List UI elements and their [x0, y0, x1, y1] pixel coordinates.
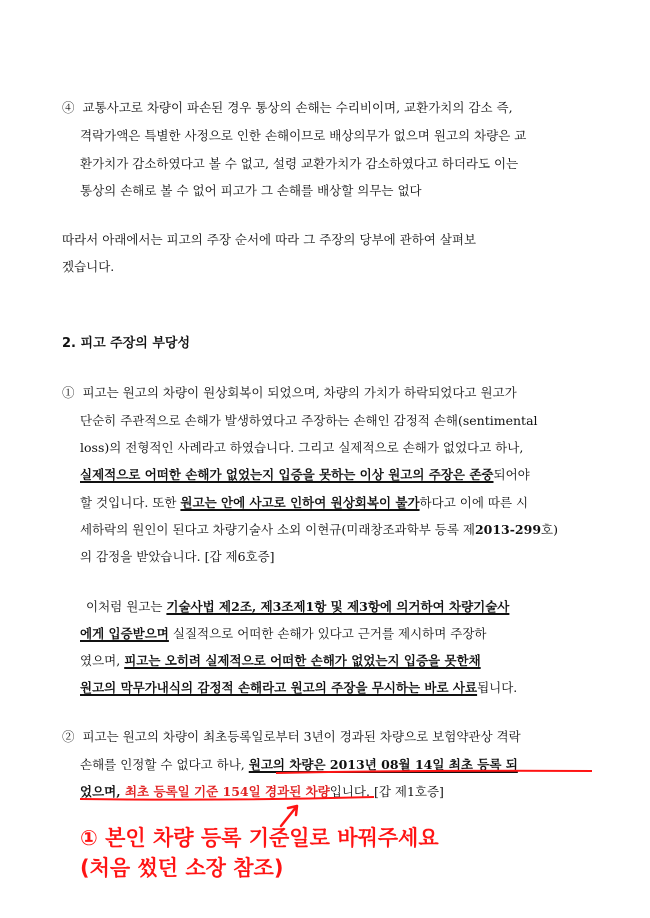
highlighted-red-text: 최초 등록일 기준 154일 경과된 차량	[124, 784, 330, 799]
emphasis-text: 원고는 안에 사고로 인하여 원상회복이 불가	[180, 495, 420, 510]
para1-line1: ① 피고는 원고의 차량이 원상회복이 되었으며, 차량의 가치가 하락되었다고 원고가	[62, 385, 517, 400]
emphasis-text: 원고의 차량은 2013년 08월 14일 최초 등록 되	[248, 757, 518, 772]
intro-line2: 겠습니다.	[62, 259, 115, 274]
para2-line1: ② 피고는 원고의 차량이 최초등록일로부터 3년이 경과된 차량으로 보험약관상 격락	[62, 729, 521, 744]
para1-line2: 단순히 주관적으로 손해가 발생하였다고 주장하는 손해인 감정적 손해(sentimental	[80, 413, 538, 428]
emphasis-text: 원고의 막무가내식의 감정적 손해라고 원고의 주장을 무시하는 바로 사료	[80, 680, 478, 695]
para4-line2: 격락가액은 특별한 사정으로 인한 손해이므로 배상의무가 없으며 원고의 차량은 교	[80, 128, 527, 143]
para1-line7: 의 감정을 받았습니다. [갑 제6호증]	[80, 549, 275, 564]
intro-line1: 따라서 아래에서는 피고의 주장 순서에 따라 그 주장의 당부에 관하여 살펴보	[62, 232, 477, 247]
para1-line4: 실제적으로 어떠한 손해가 없었는지 입증을 못하는 이상 원고의 주장은 존중되어야	[80, 467, 530, 482]
circled-marker-4: ④	[62, 100, 75, 115]
para-mid-line1: 이처럼 원고는 기술사법 제2조, 제3조제1항 및 제3항에 의거하여 차량기술사	[86, 599, 510, 614]
circled-marker-2: ②	[62, 729, 75, 744]
para1-line3: loss)의 전형적인 사례라고 하였습니다. 그리고 실제적으로 손해가 없었다고 하나,	[80, 440, 524, 455]
emphasis-text: 에게 입증받으며	[80, 626, 169, 641]
para4-line4: 통상의 손해로 볼 수 없어 피고가 그 손해를 배상할 의무는 없다	[80, 183, 422, 198]
emphasis-text: 피고는 오히려 실제적으로 어떠한 손해가 없었는지 입증을 못한채	[124, 653, 481, 668]
circled-marker-1: ①	[62, 385, 75, 400]
para-mid-line4: 원고의 막무가내식의 감정적 손해라고 원고의 주장을 무시하는 바로 사료됩니다.	[80, 680, 518, 695]
para1-line5: 할 것입니다. 또한 원고는 안에 사고로 인하여 원상회복이 불가하다고 이에 따른 시	[80, 495, 529, 510]
para-mid-line2: 에게 입증받으며 실질적으로 어떠한 손해가 있다고 근거를 제시하며 주장하	[80, 626, 487, 641]
para1-line6: 세하락의 원인이 된다고 차량기술사 소외 이현규(미래창조과학부 등록 제2013-299호)	[80, 522, 558, 537]
annotation-line2: (처음 썼던 소장 참조)	[80, 856, 284, 880]
arrow-icon	[281, 806, 297, 826]
annotation-line1: ① 본인 차량 등록 기준일로 바꿔주세요	[80, 826, 439, 850]
section-2-heading: 2. 피고 주장의 부당성	[62, 336, 191, 351]
para2-line3: 었으며, 최초 등록일 기준 154일 경과된 차량입니다. [갑 제1호증]	[80, 784, 444, 799]
para4-line1: ④ 교통사고로 차량이 파손된 경우 통상의 손해는 수리비이며, 교환가치의 감소 즉,	[62, 100, 513, 115]
para-mid-line3: 였으며, 피고는 오히려 실제적으로 어떠한 손해가 없었는지 입증을 못한채	[80, 653, 481, 668]
emphasis-text: 기술사법 제2조, 제3조제1항 및 제3항에 의거하여 차량기술사	[166, 599, 510, 614]
emphasis-text: 실제적으로 어떠한 손해가 없었는지 입증을 못하는 이상 원고의 주장은 존중	[80, 467, 494, 482]
para4-line3: 환가치가 감소하였다고 볼 수 없고, 설령 교환가치가 감소하였다고 하더라도 이는	[80, 156, 519, 171]
para2-line2: 손해를 인정할 수 없다고 하나, 원고의 차량은 2013년 08월 14일 최초 등록 되	[80, 757, 518, 772]
registration-number: 2013-299	[474, 522, 542, 537]
